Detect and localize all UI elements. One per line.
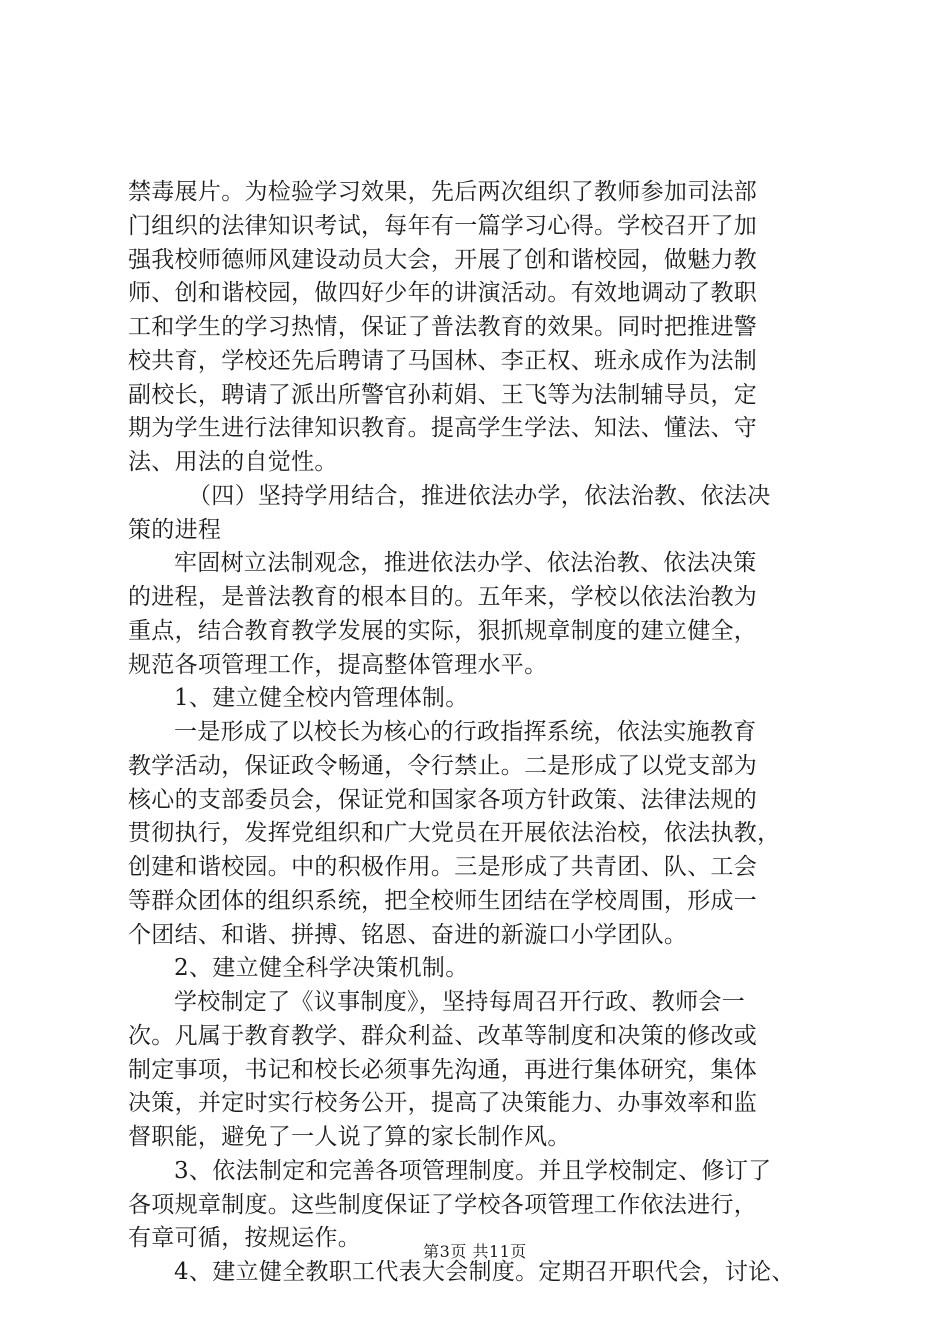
text-line: 师、创和谐校园，做四好少年的讲演活动。有效地调动了教职 <box>128 280 758 307</box>
subheading: 2、建立健全科学决策机制。 <box>174 955 469 982</box>
subheading: 4、建立健全教职工代表大会制度。定期召开职代会，讨论、 <box>174 1259 795 1285</box>
text-line: 创建和谐校园。中的积极作用。三是形成了共青团、队、工会 <box>128 854 758 880</box>
text-line: 牢固树立法制观念，推进依法办学、依法治教、依法决策 <box>174 550 757 577</box>
text-line: 制定事项，书记和校长必须事先沟通，再进行集体研究，集体 <box>128 1056 758 1083</box>
text-line: 一是形成了以校长为核心的行政指挥系统，依法实施教育 <box>174 719 757 745</box>
subheading: 3、依法制定和完善各项管理制度。并且学校制定、修订了 <box>174 1157 772 1184</box>
text-line: 教学活动，保证政令畅通，令行禁止。二是形成了以党支部为 <box>128 752 758 779</box>
text-line: 工和学生的学习热情，保证了普法教育的效果。同时把推进警 <box>128 314 758 340</box>
text-line: 重点，结合教育教学发展的实际，狠抓规章制度的建立健全， <box>128 617 758 644</box>
text-line: 门组织的法律知识考试，每年有一篇学习心得。学校召开了加 <box>128 212 758 239</box>
text-line: 的进程，是普法教育的根本目的。五年来，学校以依法治教为 <box>128 584 758 610</box>
text-line: 法、用法的自觉性。 <box>128 449 338 475</box>
body-text <box>128 176 848 1290</box>
text-line: 次。凡属于教育教学、群众利益、改革等制度和决策的修改或 <box>128 1022 758 1049</box>
section-heading: （四）坚持学用结合，推进依法办学，依法治教、依法决 <box>188 482 771 509</box>
text-line: 等群众团体的组织系统，把全校师生团结在学校周围，形成一 <box>128 887 758 914</box>
text-line: 规范各项管理工作，提高整体管理水平。 <box>128 651 548 678</box>
text-line: 核心的支部委员会，保证党和国家各项方针政策、法律法规的 <box>128 786 758 813</box>
text-line: 决策，并定时实行校务公开，提高了决策能力、办事效率和监 <box>128 1090 758 1117</box>
subheading: 1、建立健全校内管理体制。 <box>174 685 469 712</box>
text-line: 强我校师德师风建设动员大会，开展了创和谐校园，做魅力教 <box>128 246 758 273</box>
text-line: 副校长，聘请了派出所警官孙莉娟、王飞等为法制辅导员，定 <box>128 381 758 408</box>
section-heading-continued: 策的进程 <box>128 516 222 543</box>
text-line: 学校制定了《议事制度》，坚持每周召开行政、教师会一 <box>174 989 745 1015</box>
text-line: 各项规章制度。这些制度保证了学校各项管理工作依法进行， <box>128 1191 758 1218</box>
text-line: 督职能，避免了一人说了算的家长制作风。 <box>128 1124 571 1150</box>
text-line: 校共育，学校还先后聘请了马国林、李正权、班永成作为法制 <box>128 347 758 374</box>
text-line: 期为学生进行法律知识教育。提高学生学法、知法、懂法、守 <box>128 415 758 442</box>
page-number-footer: 第3页 共11页 <box>423 1242 527 1261</box>
text-line: 贯彻执行，发挥党组织和广大党员在开展依法治校，依法执教， <box>128 820 781 847</box>
text-line: 有章可循，按规运作。 <box>128 1225 361 1252</box>
text-line: 个团结、和谐、拼搏、铭恩、奋进的新漩口小学团队。 <box>128 921 688 948</box>
text-line: 禁毒展片。为检验学习效果，先后两次组织了教师参加司法部 <box>128 179 758 205</box>
